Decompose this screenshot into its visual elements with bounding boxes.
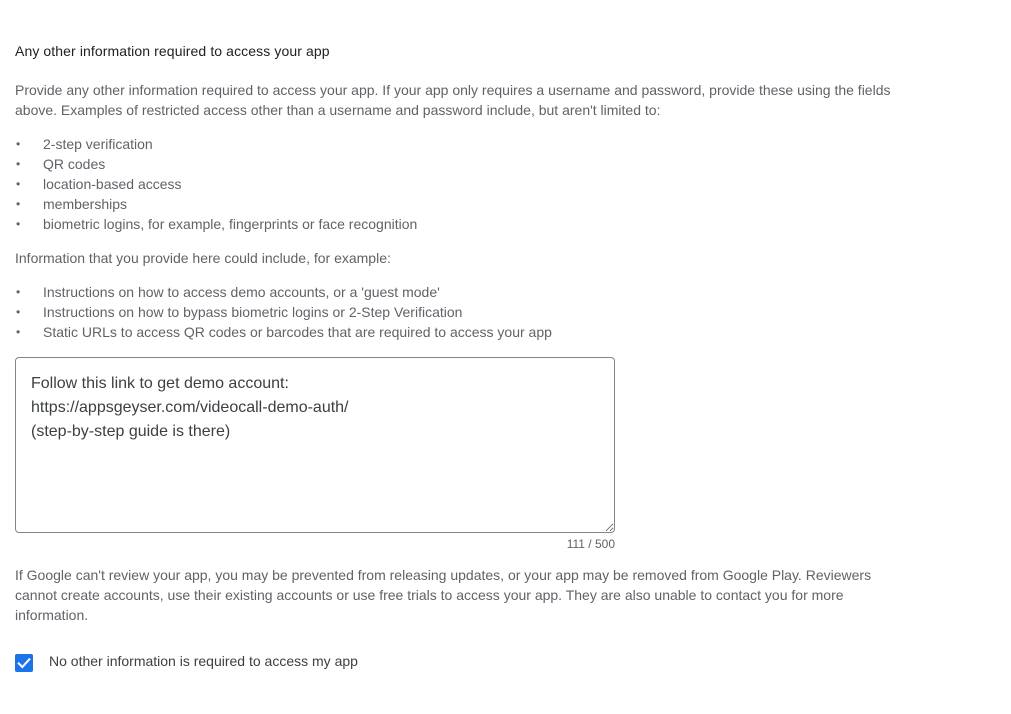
bullet-icon: • [16,325,21,339]
list-item: • 2-step verification [16,136,153,152]
list-item: • location-based access [16,176,182,192]
no-other-info-checkbox-row[interactable] [15,651,358,671]
list-item: • Instructions on how to access demo accounts, or a 'guest mode' [16,284,440,300]
list-item: • biometric logins, for example, fingerprints or face recognition [16,216,418,232]
bullet-icon: • [16,217,21,231]
access-info-field-wrapper [15,357,615,533]
review-warning-text: If Google can't review your app, you may be prevented from releasing updates, or your app may be removed from Google Play. Reviewers cannot create accounts, use their existing accounts or use free trials to access your app. They are also unable to contact you for more information. [15,567,872,623]
list-item: • Instructions on how to bypass biometric logins or 2-Step Verification [16,304,463,320]
info-examples-list [15,282,552,342]
access-info-textarea[interactable] [15,357,615,533]
bullet-icon: • [16,197,21,211]
bullet-icon: • [16,177,21,191]
bullet-icon: • [16,137,21,151]
bullet-icon: • [16,305,21,319]
checkbox-label: No other information is required to access my app [49,653,358,669]
list-item: • QR codes [16,156,106,172]
bullet-icon: • [16,157,21,171]
info-intro-text: Information that you provide here could include, for example: [15,250,391,266]
section-description: Provide any other information required to access your app. If your app only requires a username and password, provide these using the fields above. Examples of restricted access other than a username and password include, but aren't limited to: [15,82,891,118]
no-other-info-checkbox[interactable] [15,654,33,672]
bullet-icon: • [16,285,21,299]
restricted-access-examples-list [15,134,417,234]
list-item: • Static URLs to access QR codes or barcodes that are required to access your app [16,324,552,340]
section-title: Any other information required to access your app [15,43,330,59]
list-item: • memberships [16,196,128,212]
check-icon [16,655,32,671]
character-counter: 111 / 500 [566,537,615,551]
